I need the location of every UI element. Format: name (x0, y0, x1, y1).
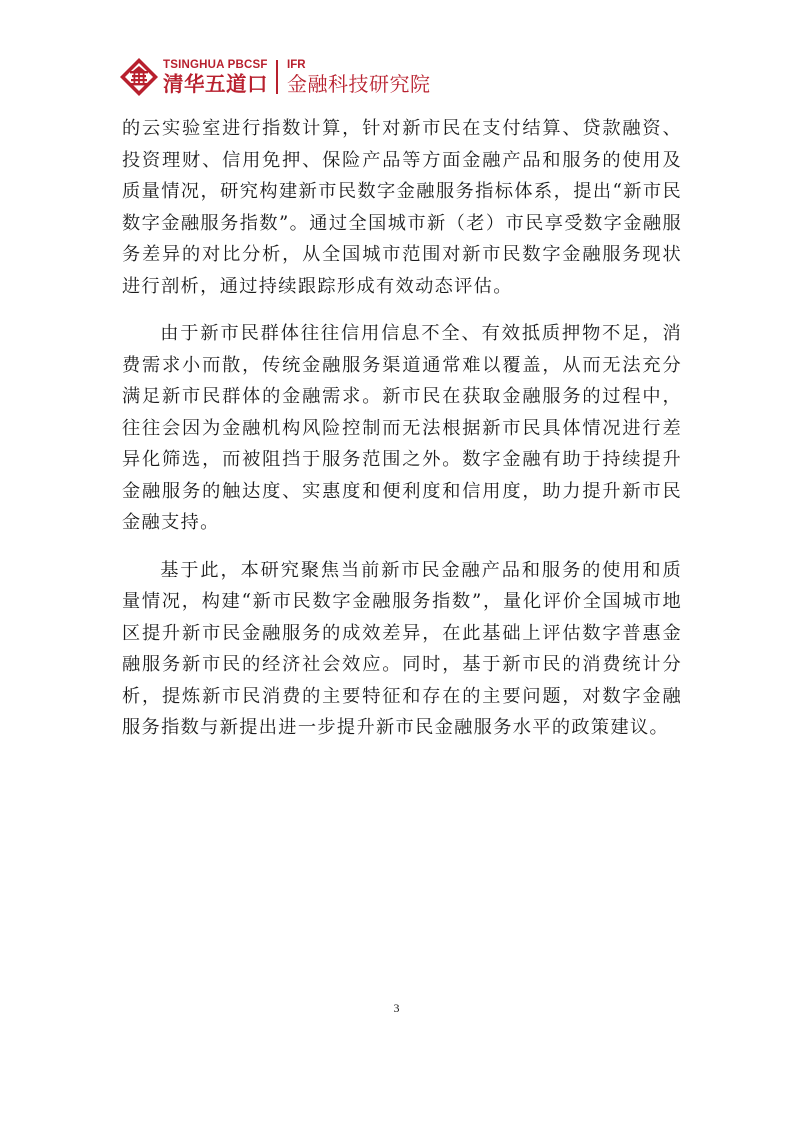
page-number: 3 (393, 1001, 400, 1015)
institute-english-abbr: IFR (287, 58, 306, 71)
body-paragraph-2: 由于新市民群体往往信用信息不全、有效抵质押物不足，消费需求小而散，传统金融服务渠道通常难以覆盖，从而无法充分满足新市民群体的金融需求。新市民在获取金融服务的过程中，往往会因为金融机构风险控制而无法根据新市民具体情况进行差异化筛选，而被阻挡于服务范围之外。数字金融有助于持续提升金融服务的触达度、实惠度和便利度和信用度，助力提升新市民金融支持。 (122, 323, 682, 533)
brand-block (163, 60, 268, 95)
tsinghua-pbcsf-emblem-icon (119, 57, 159, 97)
body-paragraph-1: 的云实验室进行指数计算，针对新市民在支付结算、贷款融资、投资理财、信用免押、保险产品等方面金融产品和服务的使用及质量情况，研究构建新市民数字金融服务指标体系，提出“新市民数字金融服务指数”。通过全国城市新（老）市民享受数字金融服务差异的对比分析，从全国城市范围对新市民数字金融服务现状进行剖析，通过持续跟踪形成有效动态评估。 (122, 118, 682, 297)
brand-english-name: TSINGHUA PBCSF (163, 58, 268, 71)
header-divider (276, 60, 278, 94)
brand-chinese-name: 清华五道口 (163, 72, 268, 96)
institute-block (287, 60, 431, 95)
institute-chinese-name: 金融科技研究院 (287, 72, 431, 97)
document-body (122, 113, 682, 744)
body-paragraph-3: 基于此，本研究聚焦当前新市民金融产品和服务的使用和质量情况，构建“新市民数字金融服务指数”，量化评价全国城市地区提升新市民金融服务的成效差异，在此基础上评估数字普惠金融服务新市民的经济社会效应。同时，基于新市民的消费统计分析，提炼新市民消费的主要特征和存在的主要问题，对数字金融服务指数与新提出进一步提升新市民金融服务水平的政策建议。 (122, 559, 682, 738)
page-header (119, 54, 431, 100)
